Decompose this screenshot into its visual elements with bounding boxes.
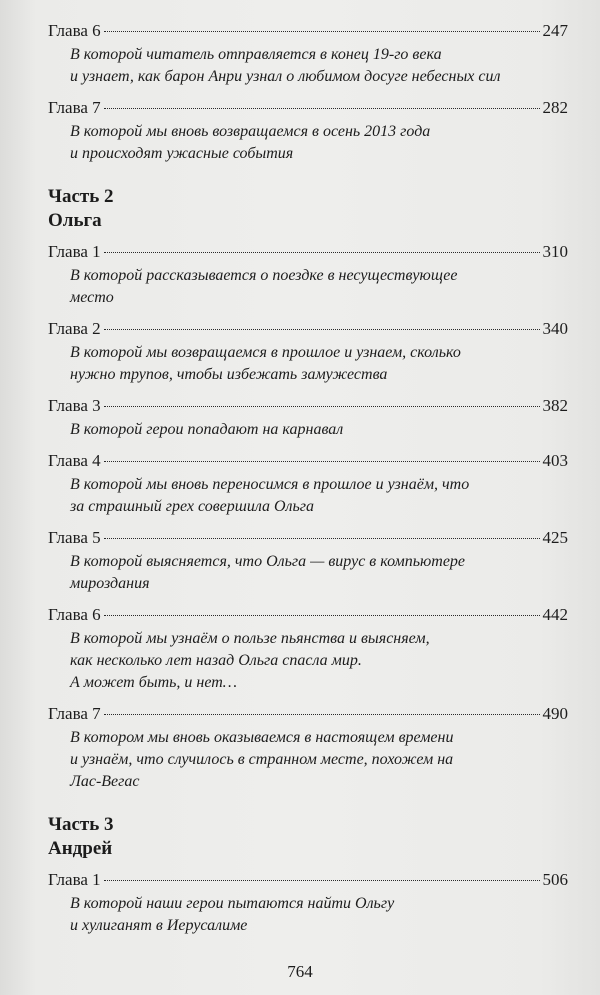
page-number: 425 <box>542 528 568 547</box>
toc-entry <box>48 318 568 386</box>
part-name: Андрей <box>48 838 113 859</box>
page-number: 247 <box>542 21 568 40</box>
chapter-label: Глава 5 <box>48 528 101 547</box>
chapter-label: Глава 1 <box>48 870 101 889</box>
part-name: Ольга <box>48 210 102 231</box>
chapter-label: Глава 6 <box>48 605 101 624</box>
chapter-label: Глава 6 <box>48 21 101 40</box>
toc-entry <box>48 869 568 937</box>
dot-leader <box>104 108 540 109</box>
page-number: 403 <box>542 451 568 470</box>
part-number: Часть 3 <box>48 814 114 835</box>
page-number: 506 <box>542 870 568 889</box>
dot-leader <box>104 880 540 881</box>
part-number: Часть 2 <box>48 186 114 207</box>
dot-leader <box>104 615 540 616</box>
page-number: 340 <box>542 319 568 338</box>
chapter-label: Глава 7 <box>48 704 101 723</box>
chapter-description: В которой мы вновь возвращаемся в осень 2013 года и происходят ужасные события <box>70 123 431 162</box>
chapter-label: Глава 3 <box>48 396 101 415</box>
page-number: 490 <box>542 704 568 723</box>
dot-leader <box>104 714 540 715</box>
toc-entry <box>48 703 568 793</box>
page-folio: 764 <box>287 962 313 981</box>
chapter-description: В которой наши герои пытаются найти Ольгу и хулиганят в Иерусалиме <box>70 895 395 934</box>
chapter-label: Глава 7 <box>48 98 101 117</box>
page-number: 442 <box>542 605 568 624</box>
toc-entry <box>48 97 568 165</box>
toc-entry <box>48 20 568 88</box>
page-number: 282 <box>542 98 568 117</box>
toc-entry <box>48 395 568 441</box>
chapter-description: В которой мы вновь переносимся в прошлое и узнаём, что за страшный грех совершила Ольга <box>70 476 470 515</box>
page-number: 382 <box>542 396 568 415</box>
chapter-description: В которой читатель отправляется в конец 19-го века и узнает, как барон Анри узнал о любимом досуге небесных сил <box>70 46 501 85</box>
toc-entry <box>48 450 568 518</box>
toc-entry <box>48 241 568 309</box>
page-number: 310 <box>542 242 568 261</box>
toc-entry <box>48 604 568 694</box>
part-heading <box>48 813 568 861</box>
dot-leader <box>104 461 540 462</box>
dot-leader <box>104 406 540 407</box>
toc-entry <box>48 527 568 595</box>
dot-leader <box>104 329 540 330</box>
chapter-label: Глава 4 <box>48 451 101 470</box>
dot-leader <box>104 538 540 539</box>
chapter-description: В котором мы вновь оказываемся в настоящем времени и узнаём, что случилось в странном месте, похожем на Лас-Вегас <box>70 729 454 790</box>
dot-leader <box>104 31 540 32</box>
chapter-description: В которой выясняется, что Ольга — вирус в компьютере мироздания <box>70 553 466 592</box>
chapter-description: В которой рассказывается о поездке в несуществующее место <box>70 267 458 306</box>
part-heading <box>48 185 568 233</box>
chapter-label: Глава 2 <box>48 319 101 338</box>
chapter-description: В которой мы возвращаемся в прошлое и узнаем, сколько нужно трупов, чтобы избежать замужества <box>70 344 461 383</box>
chapter-description: В которой мы узнаём о пользе пьянства и выясняем, как несколько лет назад Ольга спасла мир. А может быть, и нет… <box>70 630 430 691</box>
chapter-description: В которой герои попадают на карнавал <box>70 421 344 438</box>
table-of-contents <box>48 20 568 946</box>
dot-leader <box>104 252 540 253</box>
chapter-label: Глава 1 <box>48 242 101 261</box>
